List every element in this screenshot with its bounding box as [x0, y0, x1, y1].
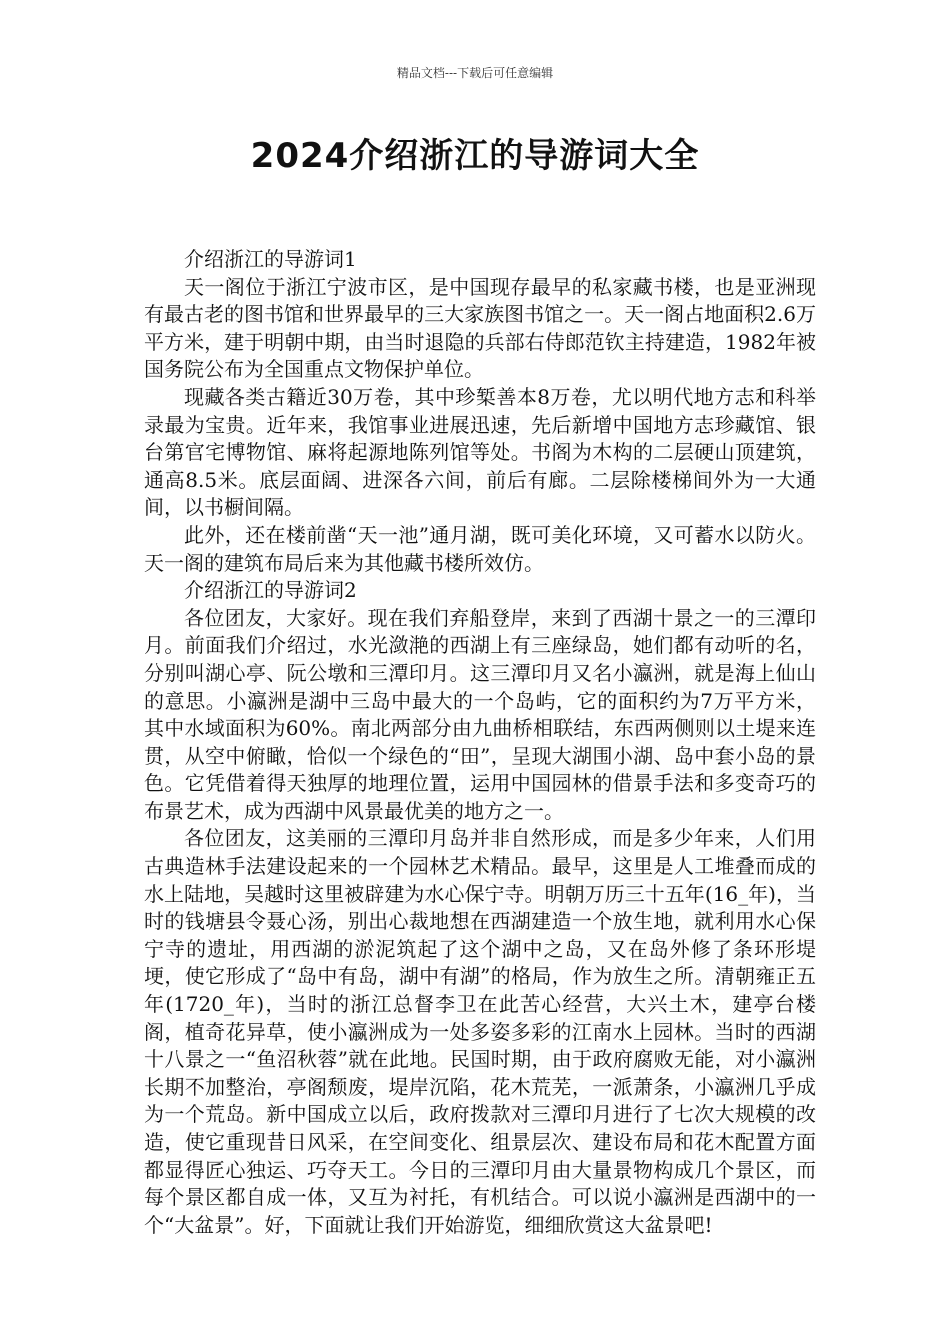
paragraph: 天一阁位于浙江宁波市区，是中国现存最早的私家藏书楼，也是亚洲现有最古老的图书馆和世界最早的三大家族图书馆之一。天一阁占地面积2.6万平方米，建于明朝中期，由当时退隐的兵部右侍郎范钦主持建造，1982年被国务院公布为全国重点文物保护单位。 [144, 274, 816, 382]
section-heading-1: 介绍浙江的导游词1 [184, 247, 357, 271]
paragraph: 各位团友，这美丽的三潭印月岛并非自然形成，而是多少年来，人们用古典造林手法建设起来的一个园林艺术精品。最早，这里是人工堆叠而成的水上陆地，吴越时这里被辟建为水心保宁寺。明朝万历三十五年(16_年)，当时的钱塘县令聂心汤，别出心裁地想在西湖建造一个放生地，就利用水心保宁寺的遗址，用西湖的淤泥筑起了这个湖中之岛，又在岛外修了条环形堤埂，使它形成了“岛中有岛，湖中有湖”的格局，作为放生之所。清朝雍正五年(1720_年)，当时的浙江总督李卫在此苦心经营，大兴土木，建亭台楼阁，植奇花异草，使小瀛洲成为一处多姿多彩的江南水上园林。当时的西湖十八景之一“鱼沼秋蓉”就在此地。民国时期，由于政府腐败无能，对小瀛洲长期不加整治，亭阁颓废，堤岸沉陷，花木荒芜，一派萧条，小瀛洲几乎成为一个荒岛。新中国成立以后，政府拨款对三潭印月进行了七次大规模的改造，使它重现昔日风采，在空间变化、组景层次、建设布局和花木配置方面都显得匠心独运、巧夺天工。今日的三潭印月由大量景物构成几个景区，而每个景区都自成一体，又互为衬托，有机结合。可以说小瀛洲是西湖中的一个“大盆景”。好，下面就让我们开始游览，细细欣赏这大盆景吧! [144, 826, 816, 1237]
paragraph: 现藏各类古籍近30万卷，其中珍椠善本8万卷，尤以明代地方志和科举录最为宝贵。近年来，我馆事业进展迅速，先后新增中国地方志珍藏馆、银台第官宅博物馆、麻将起源地陈列馆等处。书阁为木构的二层硬山顶建筑，通高8.5米。底层面阔、进深各六间，前后有廊。二层除楼梯间外为一大通间，以书橱间隔。 [144, 384, 816, 520]
header-note: 精品文档---下载后可任意编辑 [396, 66, 554, 80]
paragraph: 各位团友，大家好。现在我们弃船登岸，来到了西湖十景之一的三潭印月。前面我们介绍过，水光潋滟的西湖上有三座绿岛，她们都有动听的名，分别叫湖心亭、阮公墩和三潭印月。这三潭印月又名小瀛洲，就是海上仙山的意思。小瀛洲是湖中三岛中最大的一个岛屿，它的面积约为7万平方米，其中水域面积为60%。南北两部分由九曲桥相联结，东西两侧则以土堤来连贯，从空中俯瞰，恰似一个绿色的“田”，呈现大湖围小湖、岛中套小岛的景色。它凭借着得天独厚的地理位置，运用中国园林的借景手法和多变奇巧的布景艺术，成为西湖中风景最优美的地方之一。 [144, 605, 816, 823]
paragraph: 此外，还在楼前凿“天一池”通月湖，既可美化环境，又可蓄水以防火。天一阁的建筑布局后来为其他藏书楼所效仿。 [144, 522, 816, 575]
document-body [144, 246, 816, 1239]
document-title: 2024介绍浙江的导游词大全 [250, 136, 700, 176]
section-heading-2: 介绍浙江的导游词2 [184, 578, 357, 603]
